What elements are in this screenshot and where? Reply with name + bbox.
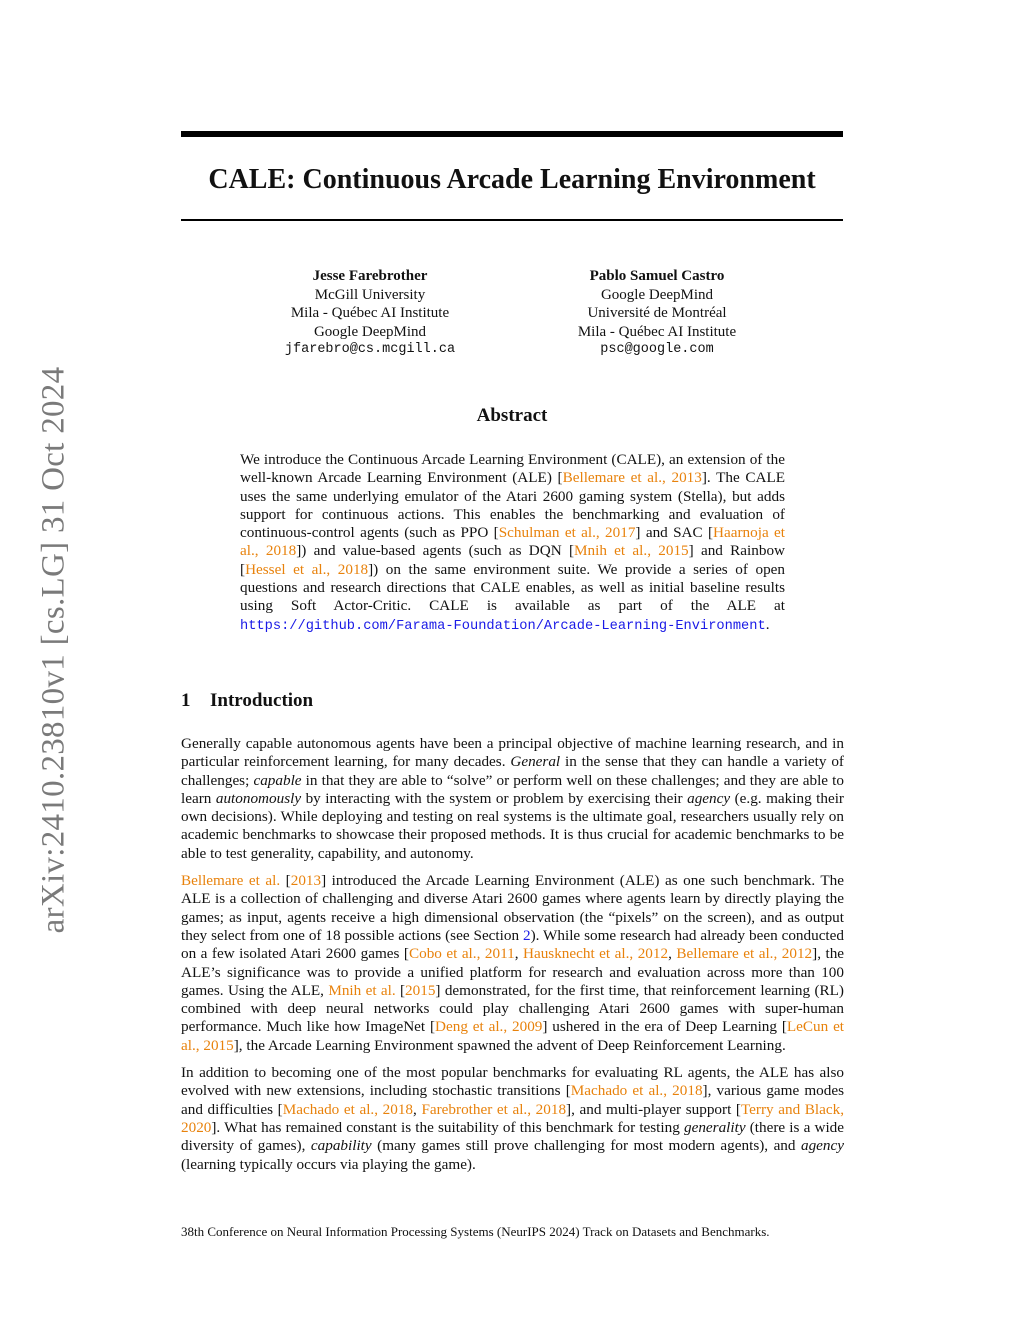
citation-link[interactable]: Hessel et al., 2018 xyxy=(245,560,369,578)
citation-link[interactable]: 2015 xyxy=(405,981,436,999)
citation-link[interactable]: Schulman et al., 2017 xyxy=(498,524,636,542)
author-name: Pablo Samuel Castro xyxy=(589,268,725,284)
author-block-1 xyxy=(240,267,500,360)
citation-link[interactable]: Bellemare et al., 2013 xyxy=(562,469,702,487)
citation-link[interactable]: Farebrother et al., 2018 xyxy=(421,1100,567,1118)
title-bottom-rule xyxy=(181,219,843,221)
citation-link[interactable]: Bellemare et al. xyxy=(181,872,281,890)
author-affiliation: McGill University xyxy=(314,286,426,303)
paragraph-1: Generally capable autonomous agents have been a principal objective of machine learning research, and in particular reinforcement learning, for many decades. General in the sense that they can handle a variety of challenges; capable in that they are able to “solve” or perform well on these challenges; and they are able to learn autonomously by interacting with the system or problem by exercising their agency (e.g. making their own decisions). While deploying and testing on real systems is the ultimate goal, researchers usually rely on academic benchmarks to showcase their proposed methods. It is thus crucial for academic benchmarks to be able to test generality, capability, and autonomy. xyxy=(181,735,844,862)
paper-title: CALE: Continuous Arcade Learning Environment xyxy=(208,164,816,195)
citation-link[interactable]: Haarnoja et al., 2018 xyxy=(240,524,786,560)
citation-link[interactable]: 2013 xyxy=(290,872,322,890)
author-affiliation: Google DeepMind xyxy=(600,286,714,303)
author-email[interactable]: jfarebro@cs.mcgill.ca xyxy=(284,342,456,357)
citation-link[interactable]: Machado et al., 2018 xyxy=(282,1100,414,1118)
section-number: 1 xyxy=(181,690,191,711)
abstract-heading: Abstract xyxy=(476,405,548,426)
author-affiliation: Mila - Québec AI Institute xyxy=(290,305,450,321)
title-top-rule xyxy=(181,131,843,137)
citation-link[interactable]: Bellemare et al., 2012 xyxy=(676,945,813,963)
author-affiliation: Mila - Québec AI Institute xyxy=(577,323,737,340)
citation-link[interactable]: Deng et al., 2009 xyxy=(435,1018,543,1036)
author-affiliation: Université de Montréal xyxy=(587,305,727,321)
citation-link[interactable]: Machado et al., 2018 xyxy=(570,1082,703,1100)
introduction-body xyxy=(181,735,844,1183)
section-title: Introduction xyxy=(210,690,314,711)
author-block-2 xyxy=(527,267,787,360)
author-affiliation: Google DeepMind xyxy=(313,323,427,340)
section-heading-introduction xyxy=(181,690,313,712)
author-name: Jesse Farebrother xyxy=(312,268,428,284)
citation-link[interactable]: Mnih et al., 2015 xyxy=(574,542,689,560)
conference-footnote: 38th Conference on Neural Information Processing Systems (NeurIPS 2024) Track on Datasets and Benchmarks. xyxy=(181,1224,770,1239)
section-reference-link[interactable]: 2 xyxy=(522,926,531,944)
citation-link[interactable]: Mnih et al. xyxy=(328,981,396,999)
paragraph-2: Bellemare et al. [2013] introduced the Arcade Learning Environment (ALE) as one such benchmark. The ALE is a collection of challenging and diverse Atari 2600 games where agents learn by directly playing the games; as input, agents receive a high dimensional observation (the “pixels” on the screen), and as output they select from one of 18 possible actions (see Section 2). While some research had already been conducted on a few isolated Atari 2600 games [Cobo et al., 2011, Hausknecht et al., 2012, Bellemare et al., 2012], the ALE’s significance was to provide a unified platform for research and evaluation across more than 100 games. Using the ALE, Mnih et al. [2015] demonstrated, for the first time, that reinforcement learning (RL) combined with deep neural networks could play challenging Atari 2600 games with super-human performance. Much like how ImageNet [Deng et al., 2009] ushered in the era of Deep Learning [LeCun et al., 2015], the Arcade Learning Environment spawned the advent of Deep Reinforcement Learning. xyxy=(181,872,845,1054)
abstract-text: We introduce the Continuous Arcade Learning Environment (CALE), an extension of the well-known Arcade Learning Environment (ALE) [Bellemare et al., 2013]. The CALE uses the same underlying emulator of the Atari 2600 gaming system (Stella), but adds support for continuous actions. This enables the benchmarking and evaluation of continuous-control agents (such as PPO [Schulman et al., 2017] and SAC [Haarnoja et al., 2018]) and value-based agents (such as DQN [Mnih et al., 2015] and Rainbow [Hessel et al., 2018]) on the same environment suite. We provide a series of open questions and research directions that CALE enables, as well as initial baseline results using Soft Actor-Critic. CALE is available as part of the ALE at https://github.com/Farama-Foundation/Arcade-Learning-Environment. xyxy=(240,451,786,634)
citation-link[interactable]: Terry and Black, 2020 xyxy=(181,1100,845,1136)
citation-link[interactable]: Cobo et al., 2011 xyxy=(408,945,515,963)
arxiv-sidebar-stamp: arXiv:2410.23810v1 [cs.LG] 31 Oct 2024 xyxy=(35,366,72,934)
citation-link[interactable]: Hausknecht et al., 2012 xyxy=(522,945,669,963)
repository-url-link[interactable]: https://github.com/Farama-Foundation/Arcade-Learning-Environment xyxy=(240,618,766,634)
author-email[interactable]: psc@google.com xyxy=(600,342,714,357)
citation-link[interactable]: LeCun et al., 2015 xyxy=(181,1018,845,1054)
paragraph-3: In addition to becoming one of the most popular benchmarks for evaluating RL agents, the ALE has also evolved with new extensions, including stochastic transitions [Machado et al., 2018], various game modes and difficulties [Machado et al., 2018, Farebrother et al., 2018], and multi-player support [Terry and Black, 2020]. What has remained constant is the suitability of this benchmark for testing generality (there is a wide diversity of games), capability (many games still prove challenging for most modern agents), and agency (learning typically occurs via playing the game). xyxy=(181,1064,845,1173)
